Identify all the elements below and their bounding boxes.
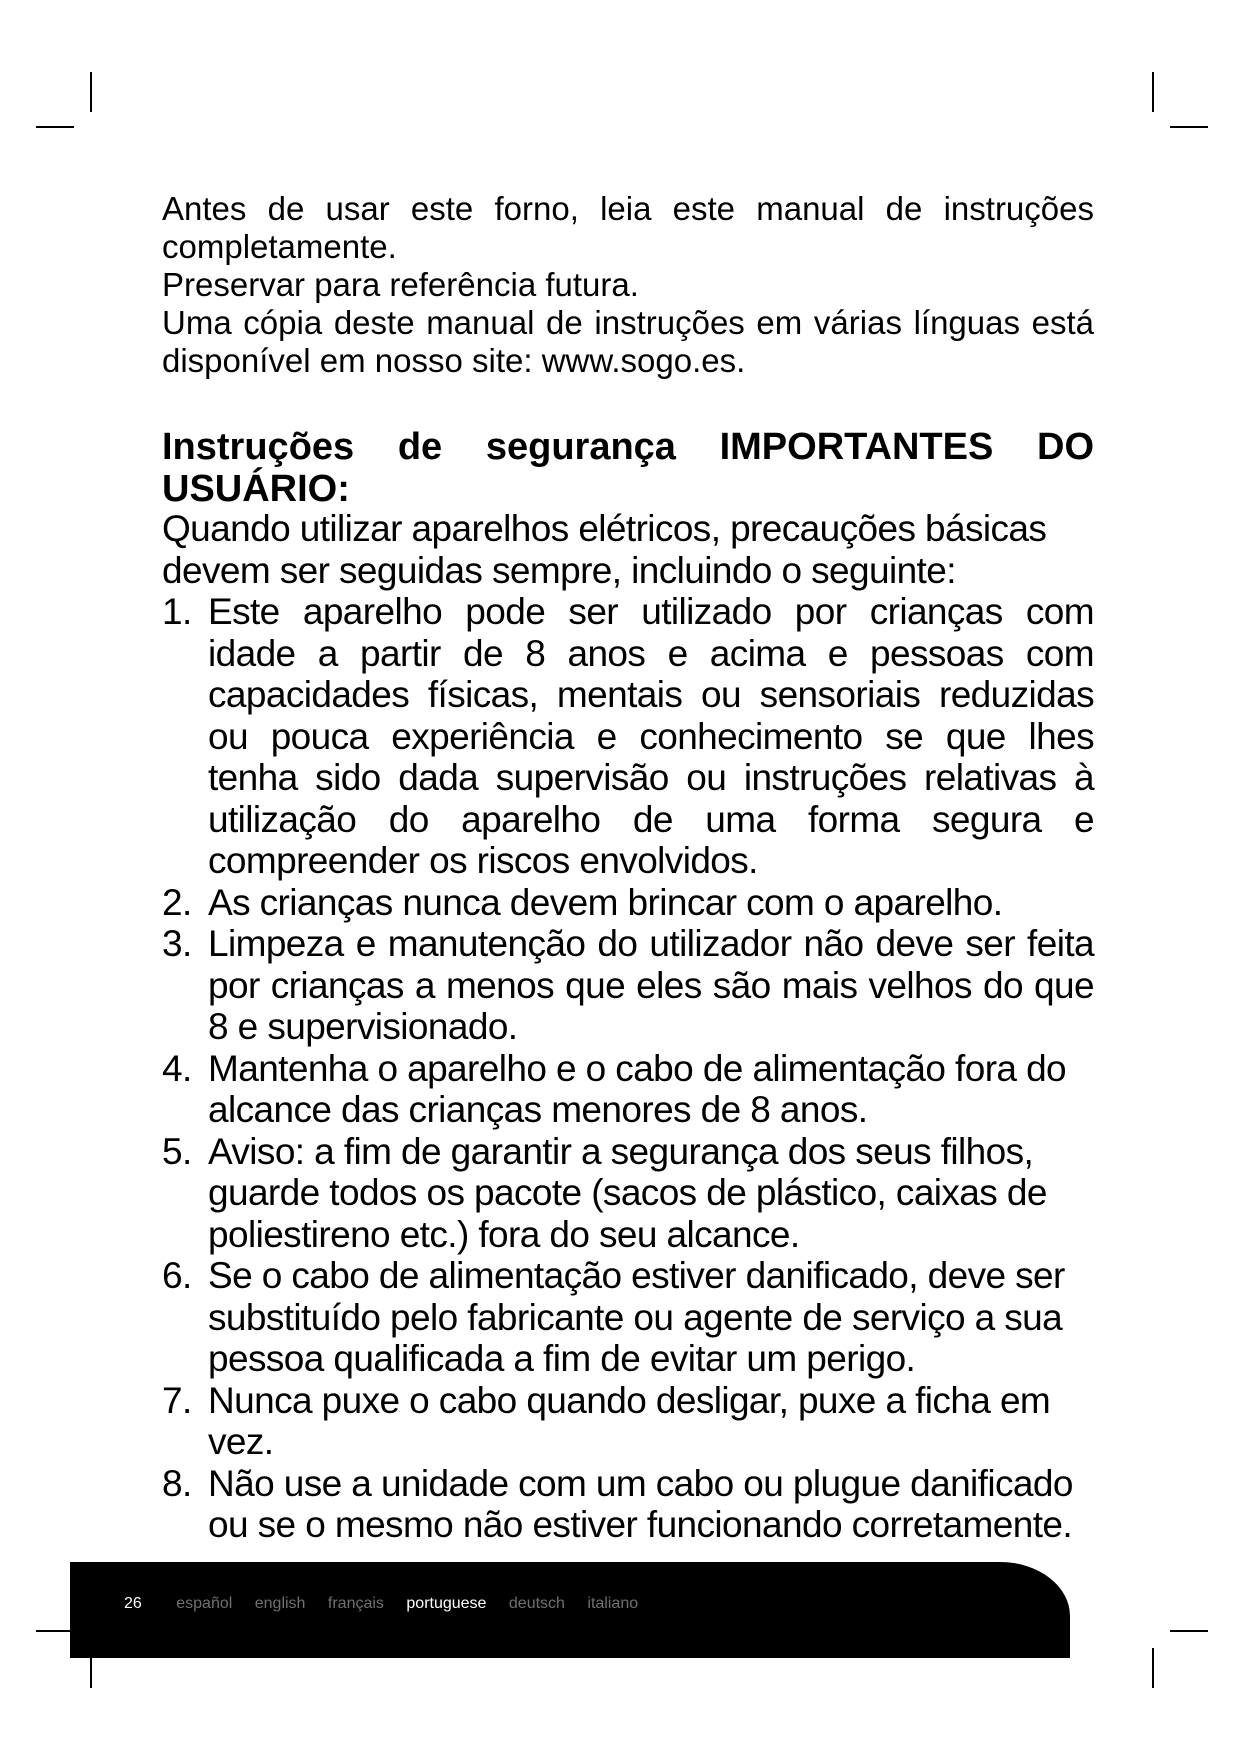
item-text: Este aparelho pode ser utilizado por crianças com idade a partir de 8 anos e acima e pessoas com capacidades físicas, mentais ou sensoriais reduzidas ou pouca experiência e conhecimento se que lhes tenha sido dada supervisão ou instruções relativas à utilização do aparelho de uma forma segura e compreender os riscos envolvidos. — [208, 591, 1094, 881]
language-link-francais[interactable]: français — [327, 1595, 384, 1612]
crop-mark — [1170, 126, 1208, 128]
item-text: Limpeza e manutenção do utilizador não deve ser feita por crianças a menos que eles são mais velhos do que 8 e supervisionado. — [208, 923, 1094, 1047]
item-number: 6. — [162, 1255, 192, 1296]
item-number: 4. — [162, 1047, 192, 1089]
safety-list — [162, 591, 1102, 1546]
intro-block — [162, 190, 1094, 380]
language-link-deutsch[interactable]: deutsch — [508, 1595, 565, 1612]
item-text: Se o cabo de alimentação estiver danificado, deve ser substituído pelo fabricante ou agente de serviço a sua pessoa qualificada a fim de evitar um perigo. — [208, 1255, 1065, 1379]
intro-paragraph: Preservar para referência futura. — [162, 266, 639, 303]
page-number: 26 — [124, 1595, 142, 1612]
crop-mark — [1152, 1648, 1154, 1688]
list-item — [162, 1255, 1102, 1380]
item-number: 5. — [162, 1130, 192, 1172]
list-item — [162, 882, 1102, 924]
list-item — [162, 591, 1102, 882]
safety-heading: Instruções de segurança IMPORTANTES DO USUÁRIO: — [162, 426, 1094, 510]
crop-mark — [90, 72, 92, 112]
crop-mark — [36, 1630, 74, 1632]
safety-lead: Quando utilizar aparelhos elétricos, precauções básicas devem ser seguidas sempre, incluindo o seguinte: — [162, 508, 1047, 591]
list-item — [162, 1463, 1102, 1546]
language-link-italiano[interactable]: italiano — [587, 1595, 639, 1612]
safety-heading-block — [162, 426, 1094, 510]
item-text: Mantenha o aparelho e o cabo de alimentação fora do alcance das crianças menores de 8 anos. — [208, 1047, 1067, 1130]
item-number: 3. — [162, 923, 192, 964]
language-link-portuguese[interactable]: portuguese — [406, 1595, 487, 1612]
list-item — [162, 1131, 1102, 1256]
item-number: 8. — [162, 1462, 192, 1504]
item-number: 7. — [162, 1379, 192, 1421]
crop-mark — [1170, 1630, 1208, 1632]
item-text: Nunca puxe o cabo quando desligar, puxe a ficha em vez. — [208, 1379, 1051, 1462]
intro-paragraph: Uma cópia deste manual de instruções em várias línguas está disponível em nosso site: www.sogo.es. — [162, 304, 1094, 379]
safety-section — [162, 508, 1102, 1546]
item-number: 1. — [162, 591, 192, 632]
list-item — [162, 923, 1102, 1048]
crop-mark — [1152, 72, 1154, 112]
item-number: 2. — [162, 881, 192, 923]
list-item — [162, 1048, 1102, 1131]
footer-language-row — [124, 1592, 656, 1616]
language-link-espanol[interactable]: español — [176, 1595, 233, 1612]
list-item — [162, 1380, 1102, 1463]
item-text: As crianças nunca devem brincar com o aparelho. — [208, 881, 1003, 923]
language-link-english[interactable]: english — [254, 1595, 306, 1612]
item-text: Aviso: a fim de garantir a segurança dos seus filhos, guarde todos os pacote (sacos de plástico, caixas de poliestireno etc.) fora do seu alcance. — [208, 1130, 1047, 1255]
crop-mark — [36, 126, 74, 128]
intro-paragraph: Antes de usar este forno, leia este manual de instruções completamente. — [162, 190, 1094, 265]
item-text: Não use a unidade com um cabo ou plugue danificado ou se o mesmo não estiver funcionando corretamente. — [208, 1462, 1073, 1545]
